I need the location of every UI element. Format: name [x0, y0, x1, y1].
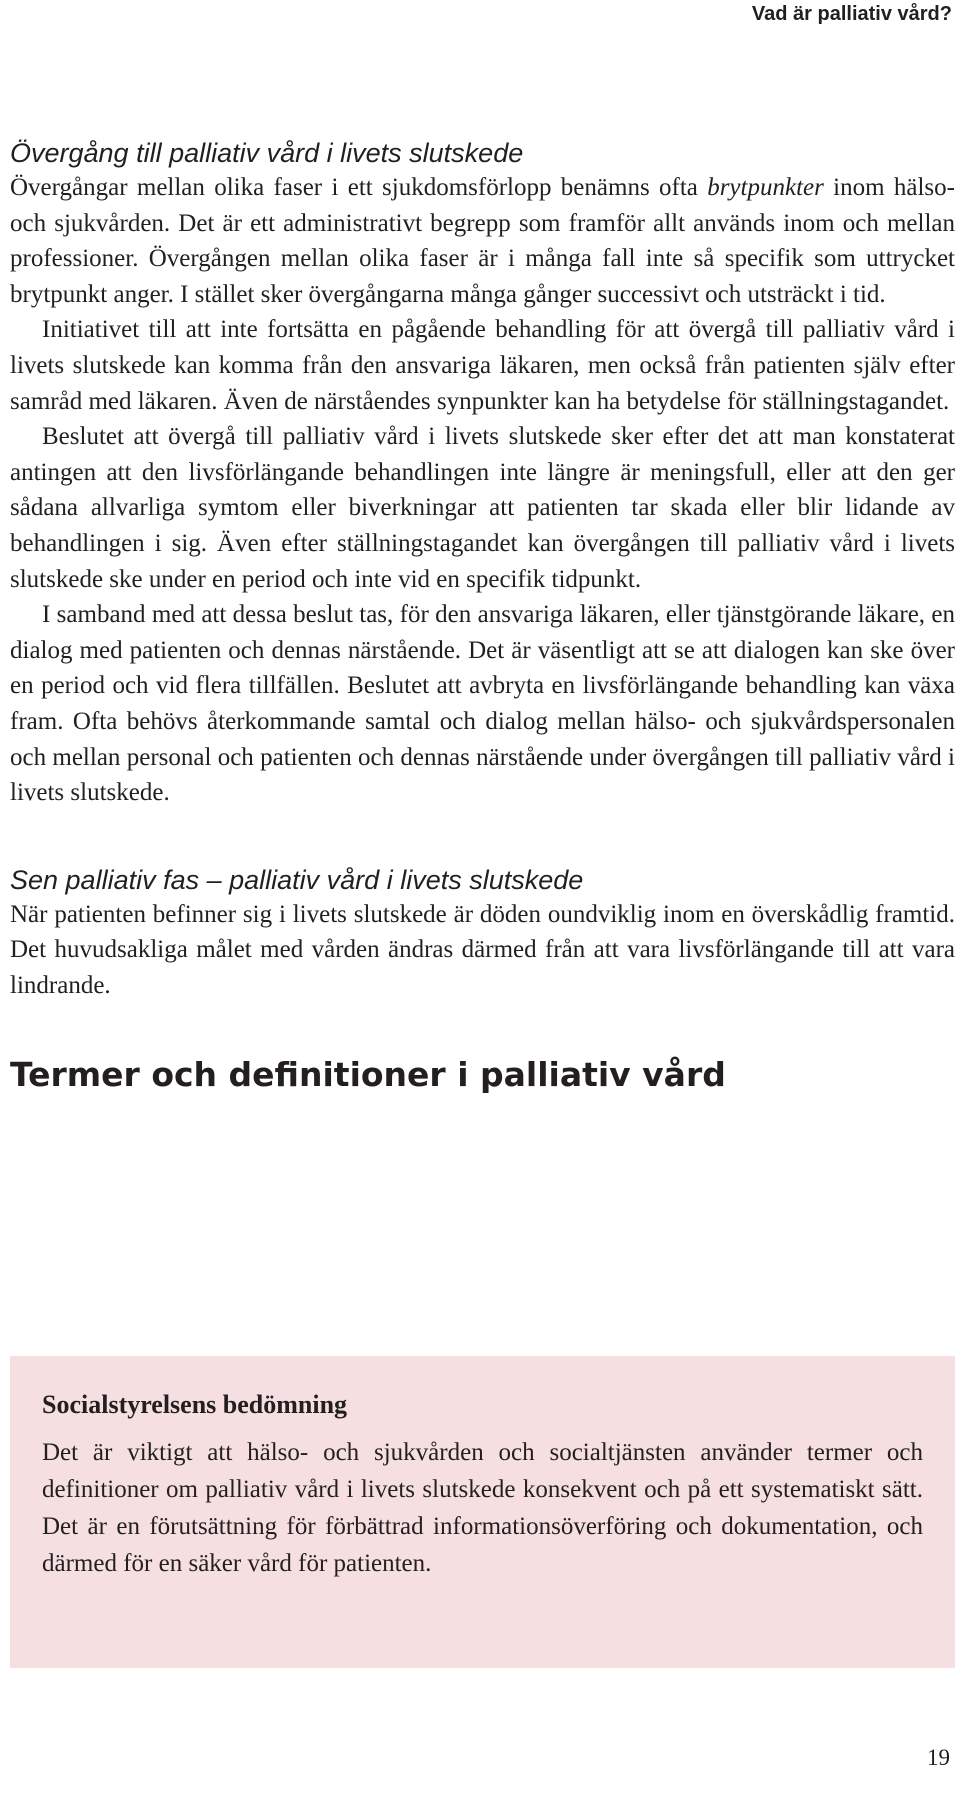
paragraph: I samband med att dessa beslut tas, för den ansvariga läkaren, eller tjänstgörande läkare, en dialog med patienten och dennas närstående. Det är väsentligt att se att dialogen kan ske över en period och vid flera tillfällen. Beslutet att avbryta en livsförlängande behandling kan växa fram. Ofta behövs återkommande samtal och dialog mellan hälso- och sjukvårdspersonalen och mellan personal och patienten och dennas närstående under övergången till palliativ vård i livets slutskede. [10, 601, 955, 807]
paragraph: Beslutet att övergå till palliativ vård i livets slutskede sker efter det att man konstaterat antingen att den livsförlängande behandlingen inte längre är meningsfull, eller att den ger sådana allvarliga symtom eller biverkningar att patienten tar skada eller blir lidande av behandlingen i sig. Även efter ställningstagandet kan övergången till palliativ vård i livets slutskede ske under en period och inte vid en specifik tidpunkt. [10, 423, 955, 593]
assessment-box-title: Socialstyrelsens bedömning [42, 1390, 348, 1419]
paragraph-text: inom hälso- och sjukvården. Det är ett administrativt begrepp som framför allt används inom och mellan professioner. Övergången mellan olika faser är i många fall inte så specifik som uttrycket brytpunkt anger. I stället sker övergångarna många gånger successivt och utsträckt i tid. [10, 174, 955, 308]
section-heading-terms: Termer och definitioner i palliativ vård [10, 1055, 726, 1095]
paragraph: Initiativet till att inte fortsätta en pågående behandling för att övergå till palliativ vård i livets slutskede kan komma från den ansvariga läkaren, men också från patienten själv efter samråd med läkaren. Även de närståendes synpunkter kan ha betydelse för ställningstagandet. [10, 316, 955, 415]
paragraph: När patienten befinner sig i livets slutskede är döden oundviklig inom en överskådlig framtid. Det huvudsakliga målet med vården ändras därmed från att vara livsförlängande till att vara lindrande. [10, 900, 955, 999]
page-number: 19 [927, 1745, 950, 1770]
emphasis-term: brytpunkter [707, 174, 824, 201]
running-head: Vad är palliativ vård? [751, 3, 952, 25]
section-heading-transition: Övergång till palliativ vård i livets slutskede [10, 138, 524, 168]
main-content [10, 136, 955, 1109]
paragraph-text: Övergångar mellan olika faser i ett sjukdomsförlopp benämns ofta [10, 174, 708, 201]
paragraph [10, 170, 955, 312]
assessment-box [10, 1356, 955, 1668]
section-heading-late-phase: Sen palliativ fas – palliativ vård i livets slutskede [10, 864, 584, 895]
assessment-box-text: Det är viktigt att hälso- och sjukvården och socialtjänsten använder termer och definitioner om palliativ vård i livets slutskede konsekvent och på ett systematiskt sätt. Det är en förutsättning för förbättrad informationsöverföring och dokumentation, och därmed för en säker vård för patienten. [42, 1439, 923, 1577]
